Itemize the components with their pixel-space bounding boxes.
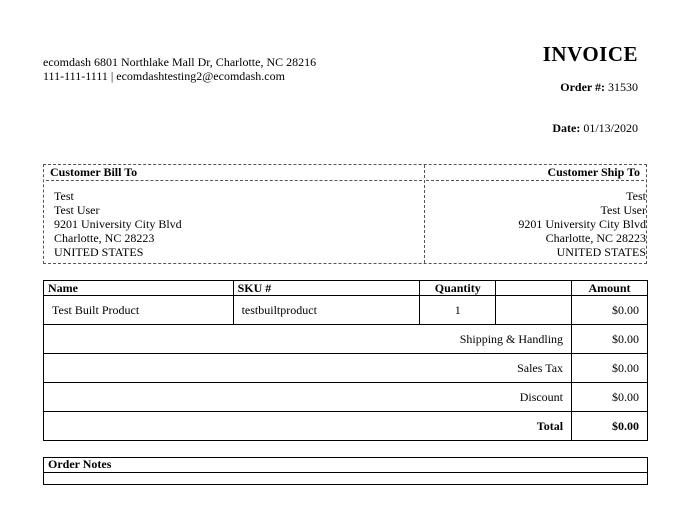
item-amount: $0.00	[572, 296, 648, 325]
table-header-row	[44, 281, 648, 296]
ship-to-address	[424, 181, 646, 259]
summary-row-shipping	[44, 325, 648, 354]
ship-to-line: 9201 University City Blvd	[518, 217, 646, 231]
order-number	[560, 80, 638, 95]
invoice-title: INVOICE	[542, 42, 638, 66]
order-notes-heading: Order Notes	[44, 458, 647, 473]
bill-to-line: 9201 University City Blvd	[54, 217, 182, 231]
ship-to-line: Test User	[600, 203, 646, 217]
bill-to-line: Test User	[54, 203, 100, 217]
bill-to-address	[44, 181, 424, 259]
order-number-label: Order #:	[560, 80, 605, 94]
total-value: $0.00	[572, 412, 648, 441]
summary-label: Shipping & Handling	[44, 325, 572, 354]
header-name: Name	[44, 281, 234, 296]
items-table	[43, 280, 648, 441]
summary-value: $0.00	[572, 383, 648, 412]
item-name: Test Built Product	[44, 296, 234, 325]
header-amount: Amount	[572, 281, 648, 296]
item-sku: testbuiltproduct	[233, 296, 420, 325]
summary-label: Discount	[44, 383, 572, 412]
date-value: 01/13/2020	[583, 121, 638, 135]
ship-to-line: Charlotte, NC 28223	[545, 231, 646, 245]
header-quantity: Quantity	[420, 281, 496, 296]
item-quantity: 1	[420, 296, 496, 325]
address-box	[43, 164, 647, 264]
item-blank	[496, 296, 572, 325]
bill-to-line: UNITED STATES	[54, 245, 144, 259]
summary-row-total	[44, 412, 648, 441]
bill-to-heading: Customer Bill To	[46, 165, 422, 181]
ship-to-line: UNITED STATES	[556, 245, 646, 259]
summary-label: Sales Tax	[44, 354, 572, 383]
summary-row-discount	[44, 383, 648, 412]
bill-to-line: Charlotte, NC 28223	[54, 231, 155, 245]
ship-to-heading: Customer Ship To	[426, 165, 644, 181]
header-blank	[496, 281, 572, 296]
bill-to-section	[44, 165, 425, 263]
company-info	[43, 55, 316, 83]
order-notes-box	[43, 457, 648, 485]
summary-value: $0.00	[572, 325, 648, 354]
summary-row-tax	[44, 354, 648, 383]
invoice-date	[552, 121, 638, 136]
company-address: ecomdash 6801 Northlake Mall Dr, Charlotte, NC 28216	[43, 55, 317, 69]
ship-to-section	[424, 165, 646, 263]
table-row	[44, 296, 648, 325]
company-contact: 111-111-1111 | ecomdashtesting2@ecomdash.com	[43, 69, 285, 83]
order-number-value: 31530	[608, 80, 638, 94]
ship-to-line: Test	[626, 189, 646, 203]
bill-to-line: Test	[54, 189, 74, 203]
header-sku: SKU #	[233, 281, 420, 296]
summary-value: $0.00	[572, 354, 648, 383]
date-label: Date:	[552, 121, 581, 135]
total-label: Total	[44, 412, 572, 441]
